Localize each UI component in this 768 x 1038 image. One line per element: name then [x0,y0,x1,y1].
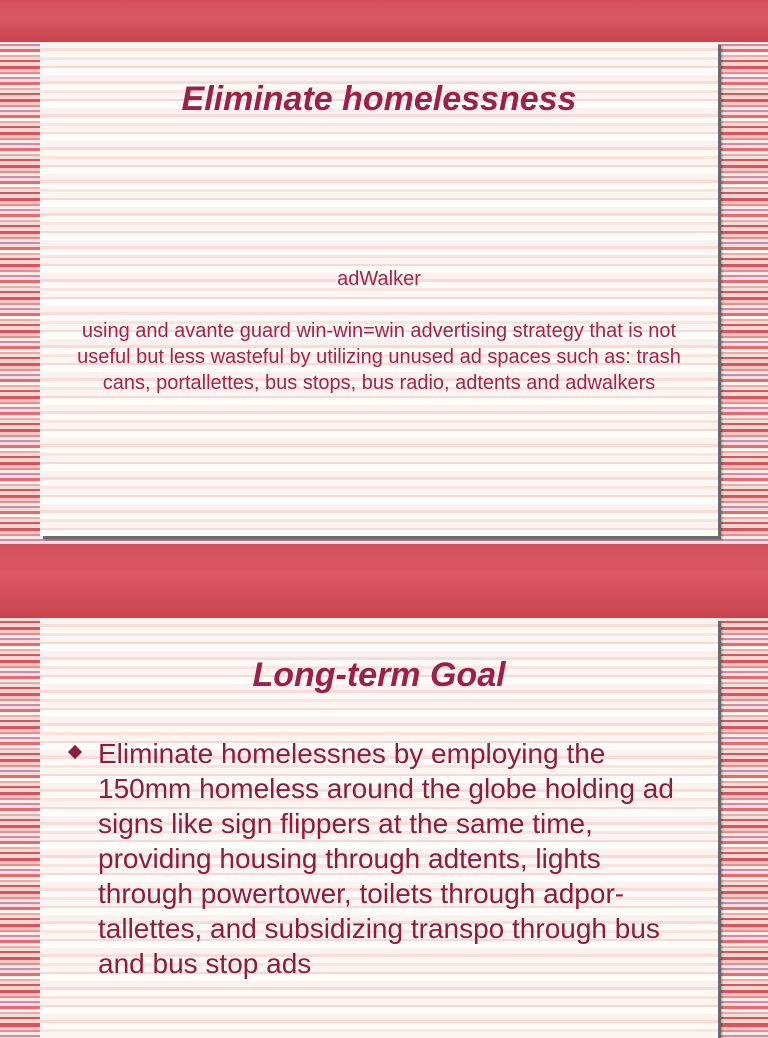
bullet-item [70,736,700,981]
top-band [0,0,768,42]
slide-1-title: Eliminate homelessness [181,80,577,118]
slide-1 [40,42,718,536]
slide-1-body: using and avante guard win-win=win advertising strategy that is not useful but less wasteful by utilizing unused ad spaces such as: trash cans, portallettes, bus stops, bus radio, adtents and adwalkers [77,320,681,394]
separator-band [0,544,768,618]
slide-2 [40,618,718,1038]
slide-1-subtitle-block [60,266,698,396]
bullet-text: Eliminate homelessnes by employing the 150mm homeless around the globe holding ad signs like sign flippers at the same time, providing housing through adtents, lights through powertower, toilets through adpor-tallettes, and subsidizing transpo through bus and bus stop ads [98,738,674,979]
slide-2-title: Long-term Goal [252,656,506,694]
diamond-bullet-icon [68,745,82,759]
slide-1-subtitle: adWalker [337,268,421,290]
